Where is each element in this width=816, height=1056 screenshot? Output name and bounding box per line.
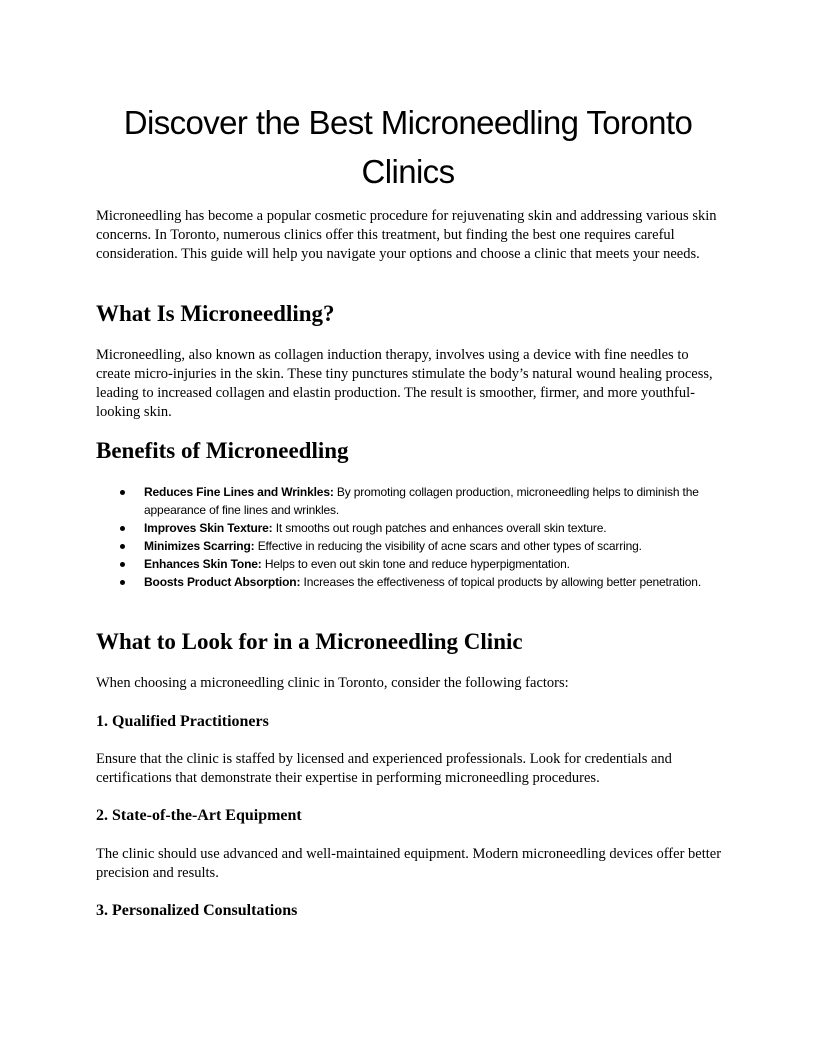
page-title: Discover the Best Microneedling Toronto Clinics [123,104,693,190]
benefit-text: Effective in reducing the visibility of acne scars and other types of scarring. [257,539,642,553]
benefit-label: Enhances Skin Tone: [144,557,262,571]
benefit-item [96,483,726,519]
benefit-label: Reduces Fine Lines and Wrinkles: [144,485,334,499]
benefit-item [96,537,726,555]
section-heading-equipment: 2. State-of-the-Art Equipment [96,807,302,824]
benefit-item [96,555,726,573]
section-heading-consultations: 3. Personalized Consultations [96,902,298,919]
benefit-text: By promoting collagen production, microneedling helps to diminish the appearance of fine lines and wrinkles. [144,485,699,517]
bullet-icon [120,562,125,567]
bullet-icon [120,526,125,531]
benefit-label: Boosts Product Absorption: [144,575,301,589]
clinic-heading: What to Look for in a Microneedling Clinic [96,629,523,654]
section-body-equipment: The clinic should use advanced and well-maintained equipment. Modern microneedling devices offer better precision and results. [96,846,722,881]
what-is-paragraph: Microneedling, also known as collagen induction therapy, involves using a device with fine needles to create micro-injuries in the skin. These tiny punctures stimulate the body’s natural wound healing process, leading to increased collagen and elastin production. The result is smoother, firmer, and more youthful-looking skin. [96,347,713,420]
benefit-item [96,519,726,537]
benefit-item [96,573,726,591]
section-body-qualified-practitioners: Ensure that the clinic is staffed by licensed and experienced professionals. Look for credentials and certifications that demonstrate their expertise in performing microneedling procedures. [96,751,672,786]
bullet-icon [120,544,125,549]
benefits-heading: Benefits of Microneedling [96,438,349,463]
intro-paragraph: Microneedling has become a popular cosmetic procedure for rejuvenating skin and addressing various skin concerns. In Toronto, numerous clinics offer this treatment, but finding the best one requires careful consideration. This guide will help you navigate your options and choose a clinic that meets your needs. [96,208,717,262]
benefit-label: Minimizes Scarring: [144,539,255,553]
what-is-heading: What Is Microneedling? [96,301,335,326]
benefit-text: Increases the effectiveness of topical products by allowing better penetration. [303,575,702,589]
benefits-list [96,483,726,591]
benefit-text: Helps to even out skin tone and reduce hyperpigmentation. [264,557,570,571]
bullet-icon [120,580,125,585]
clinic-intro: When choosing a microneedling clinic in Toronto, consider the following factors: [96,675,569,691]
bullet-icon [120,490,125,495]
benefit-text: It smooths out rough patches and enhances overall skin texture. [275,521,607,535]
benefit-label: Improves Skin Texture: [144,521,273,535]
section-heading-qualified-practitioners: 1. Qualified Practitioners [96,713,269,730]
